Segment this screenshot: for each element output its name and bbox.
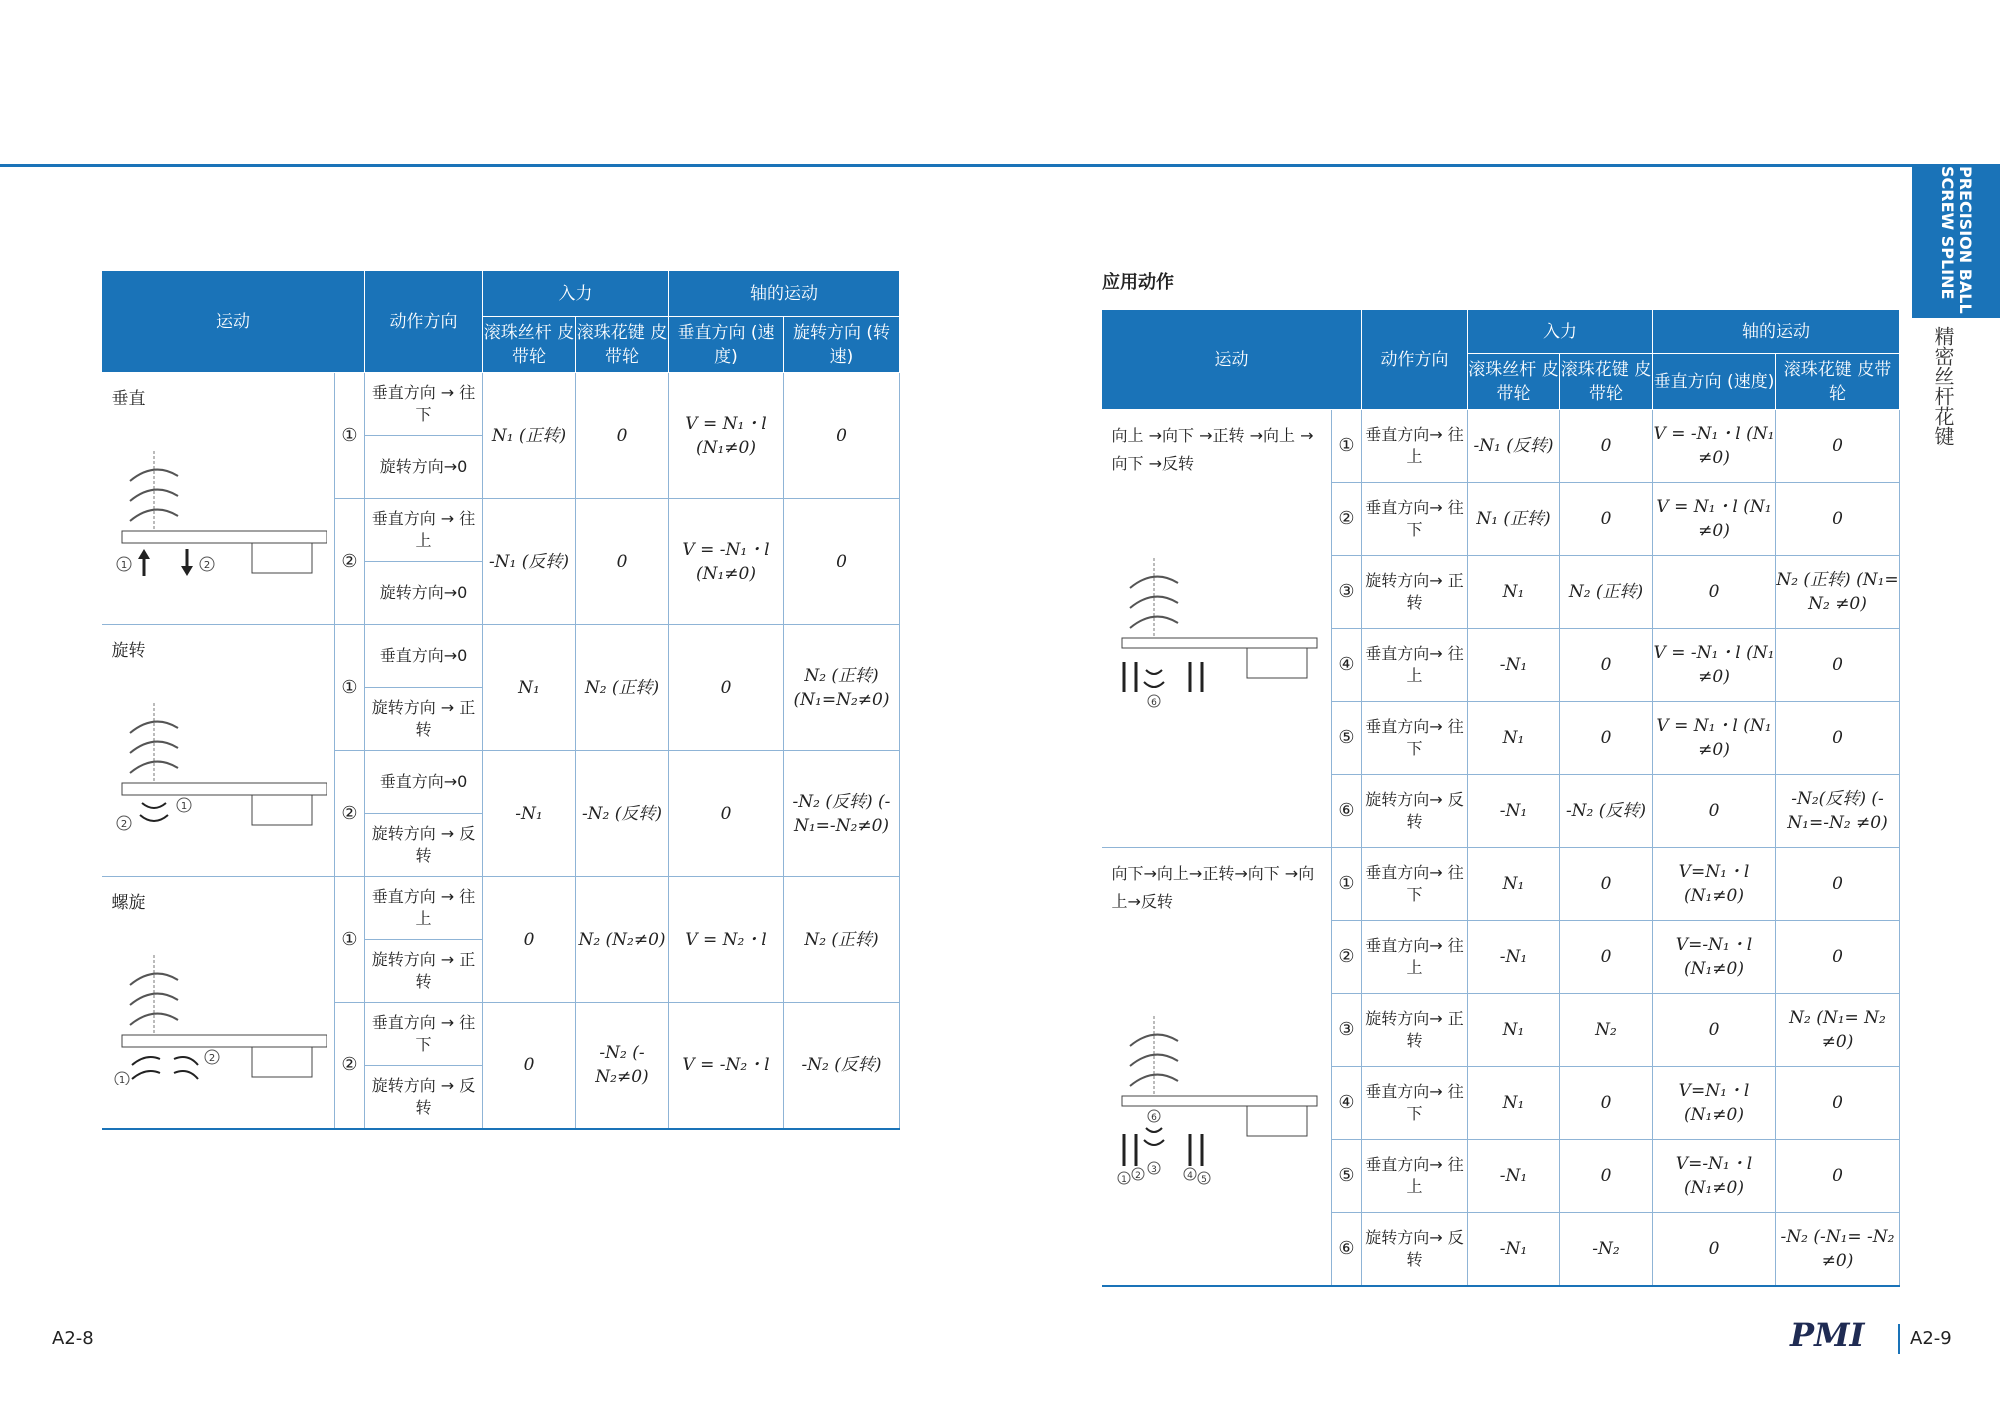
spline-input: N₂ (正转) xyxy=(576,625,669,751)
motion-cell-sequence-1 xyxy=(1102,410,1332,848)
rotation-output: N₂ (N₁= N₂ ≠0) xyxy=(1776,994,1900,1067)
right-application-table xyxy=(1101,309,1900,1287)
rotation-output: 0 xyxy=(1776,410,1900,483)
vertical-output: 0 xyxy=(1653,556,1776,629)
svg-text:1: 1 xyxy=(118,1075,125,1085)
screw-input: N₁ xyxy=(1468,848,1560,921)
step-number: ⑤ xyxy=(1332,702,1362,775)
vertical-output: 0 xyxy=(669,625,784,751)
sequence-1-diagram xyxy=(1112,558,1327,708)
spline-input: 0 xyxy=(1560,1140,1653,1213)
spline-input: -N₂ (反转) xyxy=(576,751,669,877)
svg-text:1: 1 xyxy=(180,801,187,812)
step-number: ③ xyxy=(1332,994,1362,1067)
step-number: ① xyxy=(1332,410,1362,483)
spline-input: -N₂ (反转) xyxy=(1560,775,1653,848)
svg-text:5: 5 xyxy=(1200,1175,1207,1185)
spline-input: 0 xyxy=(1560,848,1653,921)
side-tab-zh: 精密丝杆花键 xyxy=(1931,326,1955,446)
step-number: ④ xyxy=(1332,629,1362,702)
header-input: 入力 xyxy=(483,271,669,317)
rotation-output: 0 xyxy=(1776,1140,1900,1213)
rotation-output: N₂ (正转) xyxy=(784,877,900,1003)
logo-separator xyxy=(1898,1324,1900,1354)
header-input: 入力 xyxy=(1468,310,1653,354)
vertical-output: V = N₁・l (N₁ ≠0) xyxy=(1653,483,1776,556)
section-title: 应用动作 xyxy=(1102,272,1174,293)
header-rule xyxy=(0,164,2000,167)
header-axis-motion: 轴的运动 xyxy=(1653,310,1900,354)
motion-label: 螺旋 xyxy=(111,893,146,913)
screw-input: N₁ xyxy=(1468,1067,1560,1140)
screw-input: -N₁ xyxy=(1468,629,1560,702)
direction-cell: 垂直方向 → 往上 xyxy=(365,877,483,940)
direction-cell: 旋转方向→0 xyxy=(365,436,483,499)
motion-label: 向下→向上→正转→向下 →向上→反转 xyxy=(1111,864,1315,911)
header-direction: 动作方向 xyxy=(365,271,483,373)
screw-input: -N₁ xyxy=(483,751,576,877)
screw-input: N₁ (正转) xyxy=(1468,483,1560,556)
screw-input: -N₁ (反转) xyxy=(483,499,576,625)
direction-cell: 垂直方向→ 往下 xyxy=(1362,702,1468,775)
rotation-output: 0 xyxy=(1776,1067,1900,1140)
vertical-output: 0 xyxy=(1653,994,1776,1067)
vertical-output: 0 xyxy=(1653,775,1776,848)
step-number: ⑥ xyxy=(1332,1213,1362,1286)
vertical-output: V=N₁・l (N₁≠0) xyxy=(1653,848,1776,921)
vertical-output: 0 xyxy=(1653,1213,1776,1286)
rotation-output: 0 xyxy=(1776,702,1900,775)
spline-input: -N₂ xyxy=(1560,1213,1653,1286)
spline-input: N₂ xyxy=(1560,994,1653,1067)
direction-cell: 旋转方向 → 正转 xyxy=(365,940,483,1003)
rotation-output: 0 xyxy=(1776,483,1900,556)
step-number: ① xyxy=(335,625,365,751)
header-ball-screw-belt: 滚珠丝杆 皮带轮 xyxy=(483,317,576,373)
direction-cell: 垂直方向 → 往下 xyxy=(365,373,483,436)
vertical-output: V = -N₁・l (N₁ ≠0) xyxy=(1653,629,1776,702)
direction-cell: 旋转方向 → 反转 xyxy=(365,1066,483,1129)
header-motion: 运动 xyxy=(102,271,365,373)
side-tab-en: PRECISION BALL SCREW SPLINE xyxy=(1912,166,2000,318)
rotation-output: 0 xyxy=(784,499,900,625)
page-number-left: A2-8 xyxy=(52,1328,94,1349)
step-number: ② xyxy=(1332,921,1362,994)
vertical-output: V = -N₂・l xyxy=(669,1003,784,1129)
spline-input: 0 xyxy=(576,499,669,625)
motion-cell-vertical xyxy=(102,373,335,625)
vertical-output: V = N₂・l xyxy=(669,877,784,1003)
header-spline-belt: 滚珠花键 皮带轮 xyxy=(1560,354,1653,410)
svg-text:3: 3 xyxy=(1150,1165,1157,1175)
step-number: ② xyxy=(335,499,365,625)
vertical-output: V=N₁・l (N₁≠0) xyxy=(1653,1067,1776,1140)
header-rotation-speed: 旋转方向 (转速) xyxy=(784,317,900,373)
rotation-output: -N₂(反转) (-N₁=-N₂ ≠0) xyxy=(1776,775,1900,848)
rotation-motion-diagram xyxy=(112,703,327,833)
direction-cell: 垂直方向 → 往下 xyxy=(365,1003,483,1066)
direction-cell: 旋转方向 → 正转 xyxy=(365,688,483,751)
direction-cell: 旋转方向→ 正转 xyxy=(1362,556,1468,629)
header-vertical-speed: 垂直方向 (速度) xyxy=(1653,354,1776,410)
step-number: ① xyxy=(335,877,365,1003)
rotation-output: -N₂ (反转) (-N₁=-N₂≠0) xyxy=(784,751,900,877)
screw-input: N₁ xyxy=(1468,702,1560,775)
vertical-output: V=-N₁・l (N₁≠0) xyxy=(1653,1140,1776,1213)
vertical-output: V = -N₁・l (N₁ ≠0) xyxy=(1653,410,1776,483)
vertical-output: V = -N₁・l (N₁≠0) xyxy=(669,499,784,625)
rotation-output: 0 xyxy=(1776,921,1900,994)
svg-text:2: 2 xyxy=(120,819,127,830)
header-motion: 运动 xyxy=(1102,310,1362,410)
spline-input: N₂ (N₂≠0) xyxy=(576,877,669,1003)
spiral-motion-diagram xyxy=(112,955,327,1085)
direction-cell: 垂直方向→ 往上 xyxy=(1362,1140,1468,1213)
rotation-output: -N₂ (反转) xyxy=(784,1003,900,1129)
step-number: ① xyxy=(1332,848,1362,921)
spline-input: N₂ (正转) xyxy=(1560,556,1653,629)
screw-input: 0 xyxy=(483,877,576,1003)
step-number: ③ xyxy=(1332,556,1362,629)
screw-input: -N₁ xyxy=(1468,1140,1560,1213)
direction-cell: 垂直方向→ 往下 xyxy=(1362,1067,1468,1140)
screw-input: -N₁ xyxy=(1468,775,1560,848)
motion-label: 垂直 xyxy=(111,389,146,409)
spline-input: 0 xyxy=(1560,921,1653,994)
step-number: ④ xyxy=(1332,1067,1362,1140)
svg-text:1: 1 xyxy=(120,560,127,571)
header-spline-belt: 滚珠花键 皮带轮 xyxy=(576,317,669,373)
page-number-right: A2-9 xyxy=(1910,1328,1952,1349)
vertical-output: 0 xyxy=(669,751,784,877)
header-axis-motion: 轴的运动 xyxy=(669,271,900,317)
step-number: ② xyxy=(335,1003,365,1129)
screw-input: 0 xyxy=(483,1003,576,1129)
motion-label: 向上 →向下 →正转 →向上 →向下 →反转 xyxy=(1111,426,1314,473)
motion-cell-rotation xyxy=(102,625,335,877)
direction-cell: 垂直方向→ 往下 xyxy=(1362,848,1468,921)
motion-cell-sequence-2 xyxy=(1102,848,1332,1286)
screw-input: -N₁ (反转) xyxy=(1468,410,1560,483)
header-direction: 动作方向 xyxy=(1362,310,1468,410)
left-motion-table xyxy=(101,270,900,1130)
direction-cell: 旋转方向→0 xyxy=(365,562,483,625)
direction-cell: 垂直方向 → 往上 xyxy=(365,499,483,562)
step-number: ② xyxy=(1332,483,1362,556)
direction-cell: 旋转方向 → 反转 xyxy=(365,814,483,877)
vertical-motion-diagram xyxy=(112,451,327,581)
header-spline-belt-right: 滚珠花键 皮带轮 xyxy=(1776,354,1900,410)
motion-label: 旋转 xyxy=(111,641,146,661)
svg-text:1: 1 xyxy=(1120,1175,1127,1185)
screw-input: -N₁ xyxy=(1468,921,1560,994)
direction-cell: 垂直方向→ 往上 xyxy=(1362,410,1468,483)
direction-cell: 垂直方向→ 往上 xyxy=(1362,629,1468,702)
header-ball-screw-belt: 滚珠丝杆 皮带轮 xyxy=(1468,354,1560,410)
header-vertical-speed: 垂直方向 (速度) xyxy=(669,317,784,373)
rotation-output: -N₂ (-N₁= -N₂ ≠0) xyxy=(1776,1213,1900,1286)
vertical-output: V = N₁・l (N₁≠0) xyxy=(669,373,784,499)
motion-cell-spiral xyxy=(102,877,335,1129)
pmi-logo: PMI xyxy=(1790,1316,1865,1354)
svg-text:6: 6 xyxy=(1150,698,1157,708)
direction-cell: 垂直方向→ 往上 xyxy=(1362,921,1468,994)
screw-input: N₁ (正转) xyxy=(483,373,576,499)
screw-input: -N₁ xyxy=(1468,1213,1560,1286)
rotation-output: N₂ (正转) (N₁= N₂ ≠0) xyxy=(1776,556,1900,629)
direction-cell: 旋转方向→ 反转 xyxy=(1362,775,1468,848)
svg-text:2: 2 xyxy=(1134,1171,1141,1181)
step-number: ① xyxy=(335,373,365,499)
spline-input: 0 xyxy=(1560,483,1653,556)
vertical-output: V = N₁・l (N₁ ≠0) xyxy=(1653,702,1776,775)
step-number: ⑤ xyxy=(1332,1140,1362,1213)
direction-cell: 旋转方向→ 反转 xyxy=(1362,1213,1468,1286)
direction-cell: 垂直方向→ 往下 xyxy=(1362,483,1468,556)
spline-input: 0 xyxy=(1560,1067,1653,1140)
screw-input: N₁ xyxy=(483,625,576,751)
rotation-output: 0 xyxy=(784,373,900,499)
spline-input: 0 xyxy=(1560,702,1653,775)
rotation-output: 0 xyxy=(1776,848,1900,921)
vertical-output: V=-N₁・l (N₁≠0) xyxy=(1653,921,1776,994)
svg-text:4: 4 xyxy=(1186,1171,1193,1181)
screw-input: N₁ xyxy=(1468,994,1560,1067)
rotation-output: N₂ (正转) (N₁=N₂≠0) xyxy=(784,625,900,751)
step-number: ② xyxy=(335,751,365,877)
spline-input: 0 xyxy=(1560,629,1653,702)
svg-text:2: 2 xyxy=(203,560,210,571)
sequence-2-diagram xyxy=(1112,1016,1327,1186)
spline-input: -N₂ (-N₂≠0) xyxy=(576,1003,669,1129)
screw-input: N₁ xyxy=(1468,556,1560,629)
rotation-output: 0 xyxy=(1776,629,1900,702)
spline-input: 0 xyxy=(576,373,669,499)
direction-cell: 垂直方向→0 xyxy=(365,751,483,814)
step-number: ⑥ xyxy=(1332,775,1362,848)
svg-text:2: 2 xyxy=(208,1053,215,1064)
direction-cell: 旋转方向→ 正转 xyxy=(1362,994,1468,1067)
svg-text:6: 6 xyxy=(1150,1113,1157,1123)
direction-cell: 垂直方向→0 xyxy=(365,625,483,688)
spline-input: 0 xyxy=(1560,410,1653,483)
